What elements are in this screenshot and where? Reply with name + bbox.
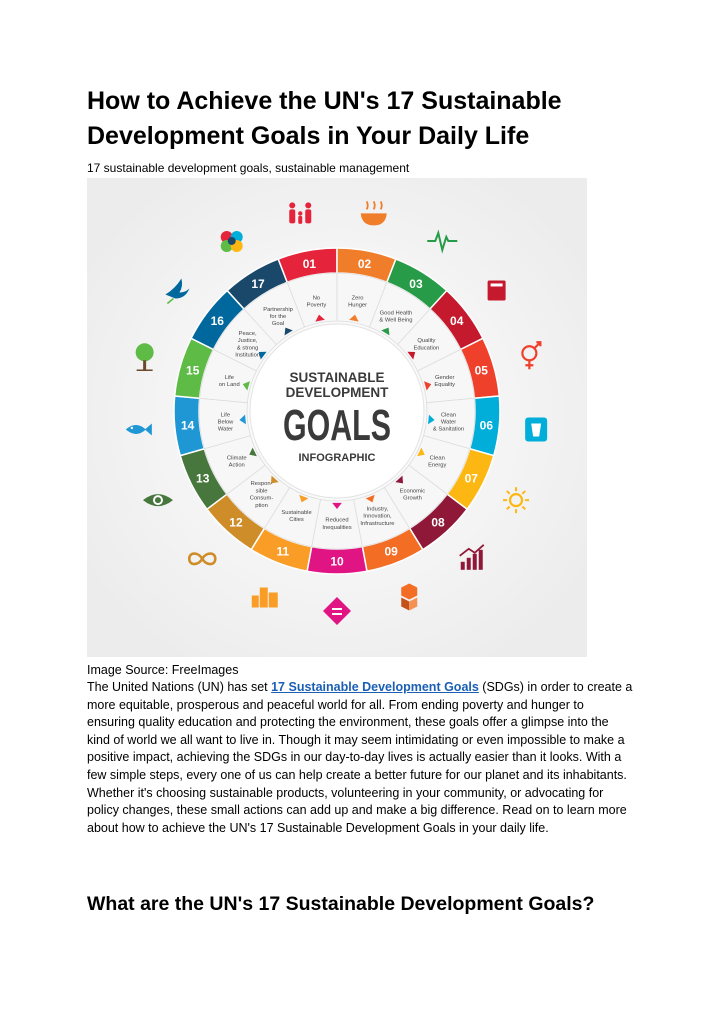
goal-label-line: Clean (429, 455, 445, 462)
goal-number: 11 (276, 544, 290, 559)
goal-label-line: Action (228, 462, 245, 469)
goal-label-line: Energy (428, 462, 447, 469)
goal-label-line: Justice, (237, 338, 258, 345)
center-line-2: DEVELOPMENT (285, 385, 389, 400)
goal-label-line: Reduced (325, 517, 349, 524)
goal-label-line: Education (413, 345, 440, 352)
goal-label-line: Respon- (250, 481, 273, 488)
goal-number: 03 (409, 276, 423, 291)
goal-label-line: Quality (417, 338, 436, 345)
goal-number: 15 (186, 363, 200, 378)
goal-number: 05 (474, 363, 488, 378)
goal-label-line: Peace, (238, 330, 257, 337)
goal-label-line: Partnership (263, 306, 293, 313)
goal-label-line: Goal (271, 321, 285, 328)
image-source-caption: Image Source: FreeImages (87, 663, 239, 677)
goal-label-line: Zero (351, 295, 364, 302)
goal-label-line: Consum- (249, 495, 274, 502)
goal-label-line: Innovation, (363, 513, 392, 520)
goal-label-line: Equality (434, 382, 456, 389)
book-icon (488, 280, 506, 300)
goal-label-line: Good Health (379, 310, 413, 317)
goal-number: 13 (196, 471, 210, 486)
paragraph-text-start: The United Nations (UN) has set (87, 680, 272, 694)
goal-label-line: Life (220, 412, 231, 419)
goal-label-line: Infrastructure (360, 520, 395, 527)
center-line-1: SUSTAINABLE (289, 370, 385, 385)
goal-number: 17 (251, 276, 265, 291)
goal-label-line: Hunger (348, 302, 368, 309)
goal-label-line: sible (255, 488, 268, 495)
goal-number: 02 (357, 257, 372, 272)
goal-number: 08 (431, 515, 445, 530)
goal-number: 09 (384, 544, 398, 559)
goal-label-line: Climate (226, 455, 247, 462)
goal-label-line: Below (217, 419, 234, 426)
goal-label-line: Inequalities (322, 524, 352, 531)
goal-label-line: Poverty (306, 302, 327, 309)
goal-number: 16 (210, 314, 224, 329)
goal-label-line: & Sanitation (432, 426, 465, 433)
article-subtitle: 17 sustainable development goals, sustainable management (87, 161, 410, 175)
goal-number: 04 (450, 314, 464, 329)
goal-label-line: Water (217, 426, 234, 433)
intro-paragraph (87, 679, 635, 837)
sdg-link[interactable]: 17 Sustainable Development Goals (271, 680, 479, 694)
goal-label-line: No (312, 295, 321, 302)
goal-label-line: for the (269, 313, 287, 320)
goal-label-line: Industry, (366, 506, 389, 513)
section-heading: What are the UN's 17 Sustainable Development Goals? (87, 893, 595, 915)
goal-label-line: Sustainable (281, 510, 312, 517)
goal-label-line: Life (224, 374, 234, 381)
sdg-infographic (87, 178, 587, 657)
goal-number: 14 (180, 418, 195, 433)
goal-number: 06 (479, 418, 494, 433)
goal-label-line: Clean (440, 412, 457, 419)
goal-label-line: Gender (435, 374, 455, 381)
goal-number: 01 (302, 257, 317, 272)
paragraph-text-end: (SDGs) in order to create a more equitable, prosperous and peaceful world for all. From ending poverty and hunger to ensuring quality education and protecting the environment, these goals offer a glimpse into the kind of world we all want to live in. Though it may seem intimidating or even impossible to make a positive impact, achieving the SDGs in our day-to-day lives is actually easier than it looks. With a few simple steps, every one of us can help create a better future for our planet and its inhabitants. Whether it's choosing sustainable products, volunteering in your community, or advocating for policy changes, these small actions can add up and make a big difference. Read on to learn more about how to achieve the UN's 17 Sustainable Development Goals in your daily life. (87, 680, 633, 835)
goal-number: 12 (229, 515, 243, 530)
goal-label-line: Growth (403, 495, 422, 502)
goal-label-line: Economic (399, 488, 426, 495)
goal-label-line: on Land (218, 382, 240, 389)
goal-number: 07 (464, 471, 478, 486)
goal-label-line: Institution (235, 352, 261, 359)
goal-label-line: Water (440, 419, 457, 426)
center-goals-word: GOALS (283, 401, 391, 450)
goal-label-line: & Well Being (379, 317, 413, 324)
water-glass-icon (525, 417, 547, 441)
goal-label-line: Cities (289, 517, 304, 524)
goal-label-line: ption (255, 502, 268, 509)
article-title: How to Achieve the UN's 17 Sustainable Development Goals in Your Daily Life (87, 87, 562, 150)
partnership-icon (221, 231, 243, 252)
goal-number: 10 (330, 554, 344, 569)
center-line-4: INFOGRAPHIC (298, 452, 376, 464)
goal-label-line: & strong (236, 345, 259, 352)
